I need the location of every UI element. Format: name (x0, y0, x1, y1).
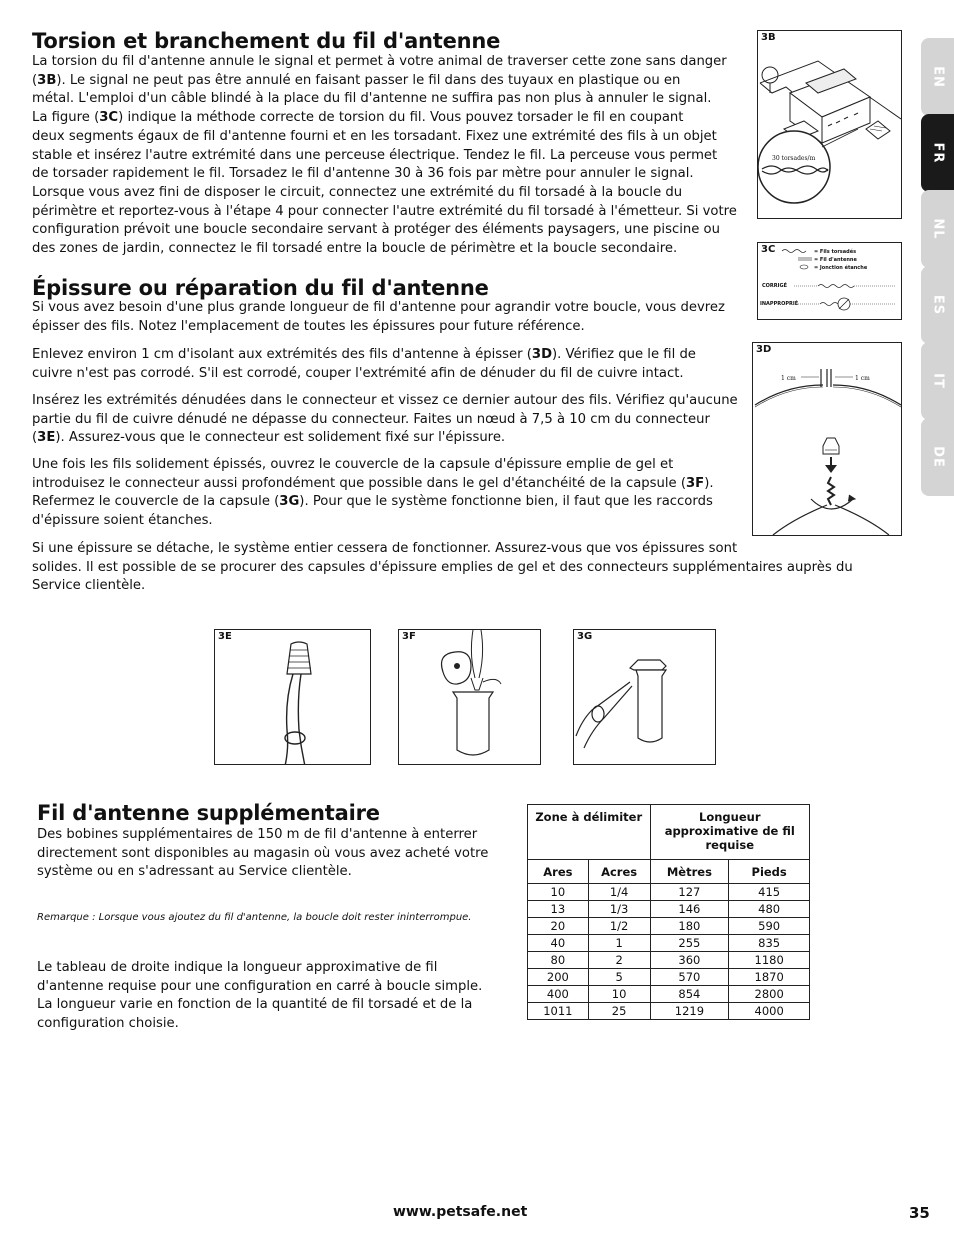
text-line: La torsion du fil d'antenne annule le signal et permet à votre animal de traverser cette zone sans danger (32, 54, 727, 69)
language-tab-label: EN (930, 66, 945, 88)
table-cell: 1011 (528, 1003, 589, 1020)
text-line: deux segments égaux de fil d'antenne fourni et en les torsadant. Fixez une extrémité des fils à un objet (32, 128, 717, 144)
table-cell: 415 (729, 884, 810, 901)
section-title-extra-wire: Fil d'antenne supplémentaire (37, 801, 380, 825)
text-line: introduisez le connecteur aussi profondément que possible dans le gel d'étanchéité de la capsule (3F). (32, 475, 714, 491)
text-line: Si vous avez besoin d'une plus grande longueur de fil d'antenne pour agrandir votre boucle, vous devrez (32, 300, 725, 315)
figure-3d-label: 3D (756, 344, 772, 355)
figure-reference: 3D (531, 347, 553, 362)
figure-3c-correct-label: CORRIGÉ (762, 283, 787, 289)
splicing-paragraph-3 (32, 392, 752, 448)
table-cell: 13 (528, 901, 589, 918)
table-cell: 1 (588, 935, 650, 952)
table-cell: 1870 (729, 969, 810, 986)
text-line: épisser des fils. Notez l'emplacement de toutes les épissures pour future référence. (32, 318, 585, 334)
text-line: Le tableau de droite indique la longueur approximative de fil (37, 960, 438, 975)
table-cell: 127 (650, 884, 729, 901)
table-cell: 1219 (650, 1003, 729, 1020)
figure-3b-drawing (758, 31, 902, 219)
section-title-twisting: Torsion et branchement du fil d'antenne (32, 29, 501, 53)
text-line: Insérez les extrémités dénudées dans le connecteur et vissez ce dernier autour des fils. Vérifiez qu'aucune (32, 393, 738, 408)
table-cell: 10 (528, 884, 589, 901)
figure-3c-wrong-label: INAPPROPRIÉ (760, 301, 799, 307)
text-line: (3E). Assurez-vous que le connecteur est solidement fixé sur l'épissure. (32, 430, 506, 446)
figure-3d-drawing (753, 343, 902, 536)
table-cell: 146 (650, 901, 729, 918)
text-line: périmètre et reportez-vous à l'étape 4 pour connecter l'autre extrémité du fil torsadé à l'émetteur. Si votre (32, 203, 737, 219)
extra-wire-intro (37, 826, 517, 882)
figure-3c-twist-method (757, 242, 902, 320)
page-number: 35 (909, 1204, 930, 1222)
figure-3d-strip-wires (752, 342, 902, 536)
table-cell: 40 (528, 935, 589, 952)
table-cell: 20 (528, 918, 589, 935)
table-row (528, 935, 810, 952)
text-line: solides. Il est possible de se procurer des capsules d'épissure emplies de gel et des connecteurs supplémentaires auprès du (32, 559, 853, 575)
figure-3e-knot (214, 629, 371, 765)
figure-3g-gel-capsule-closed (573, 629, 716, 765)
text-line: Des bobines supplémentaires de 150 m de fil d'antenne à enterrer (37, 827, 478, 842)
table-cell: 835 (729, 935, 810, 952)
figure-3e-drawing (215, 630, 371, 765)
text-line: d'antenne requise pour une configuration en carré à boucle simple. (37, 978, 483, 994)
language-tab-label: NL (930, 218, 945, 240)
table-cell: 10 (588, 986, 650, 1003)
table-cell: 80 (528, 952, 589, 969)
text-line: La figure (3C) indique la méthode correcte de torsion du fil. Vous pouvez torsader le fil en coupant (32, 110, 684, 126)
figure-3g-label: 3G (577, 631, 593, 642)
language-tab-label: DE (930, 446, 945, 468)
table-cell: 1/4 (588, 884, 650, 901)
text-line: Si une épissure se détache, le système entier cessera de fonctionner. Assurez-vous que vos épissures sont (32, 541, 738, 556)
text-line: La longueur varie en fonction de la quantité de fil torsadé et de la (37, 997, 473, 1013)
table-col-feet: Pieds (729, 860, 810, 884)
table-cell: 2800 (729, 986, 810, 1003)
table-cell: 25 (588, 1003, 650, 1020)
text-line: système ou en s'adressant au Service clientèle. (37, 864, 352, 880)
table-cell: 480 (729, 901, 810, 918)
table-row (528, 986, 810, 1003)
text-line: Une fois les fils solidement épissés, ouvrez le couvercle de la capsule d'épissure emplie de gel et (32, 457, 674, 472)
text-line: Refermez le couvercle de la capsule (3G). Pour que le système fonctionne bien, il faut que les raccords (32, 494, 713, 510)
language-tab-nl[interactable] (921, 190, 954, 268)
text-line: configuration prévoit une boucle secondaire servant à protéger des éléments paysagers, une piscine ou (32, 222, 720, 238)
language-tab-label: ES (930, 294, 945, 316)
figure-3f-drawing (399, 630, 541, 765)
figure-reference: 3F (686, 475, 705, 491)
figure-3c-legend-splice: = Jonction étanche (814, 265, 868, 271)
wire-length-table (527, 804, 810, 1020)
table-row (528, 918, 810, 935)
figure-3b-yard-diagram (757, 30, 902, 219)
figure-3c-label: 3C (761, 244, 776, 255)
text-line: (3B). Le signal ne peut pas être annulé en faisant passer le fil dans des tuyaux en plastique ou en (32, 72, 681, 88)
table-row (528, 969, 810, 986)
splicing-paragraph-1 (32, 299, 752, 336)
figure-3e-label: 3E (218, 631, 232, 642)
splicing-paragraph-4 (32, 456, 752, 531)
figure-3f-gel-capsule-insert (398, 629, 541, 765)
wire-length-table-body (528, 884, 810, 1020)
table-row (528, 901, 810, 918)
text-line: Lorsque vous avez fini de disposer le circuit, connectez une extrémité du fil torsadé à la boucle du (32, 184, 683, 200)
table-row (528, 1003, 810, 1020)
text-line: directement sont disponibles au magasin où vous avez acheté votre (37, 845, 489, 861)
table-row (528, 884, 810, 901)
figure-reference: 3B (37, 72, 57, 88)
figure-3d-left-measure: 1 cm (781, 375, 796, 382)
table-col-ares: Ares (528, 860, 589, 884)
language-tab-de[interactable] (921, 418, 954, 496)
text-line: Service clientèle. (32, 578, 146, 594)
table-cell: 570 (650, 969, 729, 986)
table-cell: 2 (588, 952, 650, 969)
table-cell: 180 (650, 918, 729, 935)
text-line: stable et insérez l'autre extrémité dans une perceuse électrique. Tendez le fil. La perceuse vous permet (32, 147, 718, 163)
table-row (528, 952, 810, 969)
section-title-splicing: Épissure ou réparation du fil d'antenne (32, 276, 489, 300)
figure-3c-legend-wire: = Fil d'antenne (814, 257, 857, 263)
text-line: d'épissure soient étanches. (32, 513, 213, 529)
table-col-metres: Mètres (650, 860, 729, 884)
extra-wire-outro (37, 959, 517, 1034)
language-tab-label: IT (930, 373, 945, 389)
table-cell: 5 (588, 969, 650, 986)
text-line: métal. L'emploi d'un câble blindé à la place du fil d'antenne ne suffira pas non plus à annuler le signal. (32, 91, 712, 107)
splicing-paragraph-2 (32, 346, 752, 383)
table-cell: 1/2 (588, 918, 650, 935)
language-tab-fr[interactable] (921, 114, 954, 192)
splicing-paragraph-5 (32, 540, 902, 596)
table-cell: 1180 (729, 952, 810, 969)
table-cell: 400 (528, 986, 589, 1003)
section-body-twisting (32, 53, 747, 259)
table-cell: 854 (650, 986, 729, 1003)
table-cell: 200 (528, 969, 589, 986)
language-tab-en[interactable] (921, 38, 954, 116)
figure-3b-label: 3B (761, 32, 776, 43)
table-group-header-area: Zone à délimiter (528, 805, 651, 860)
language-tab-label: FR (930, 142, 945, 164)
text-line: partie du fil de cuivre dénudé ne dépasse du connecteur. Faites un nœud à 7,5 à 10 cm du connecteur (32, 411, 710, 427)
table-group-header-length: Longueur approximative de fil requise (650, 805, 809, 860)
figure-3b-caption: 30 torsades/m (772, 155, 816, 162)
extra-wire-note: Remarque : Lorsque vous ajoutez du fil d'antenne, la boucle doit rester ininterrompue. (37, 912, 472, 923)
figure-3c-drawing (758, 243, 902, 320)
figure-3c-legend-twisted: = Fils torsadés (814, 249, 857, 255)
table-cell: 360 (650, 952, 729, 969)
figure-reference: 3G (279, 494, 300, 510)
figure-3f-label: 3F (402, 631, 416, 642)
table-cell: 4000 (729, 1003, 810, 1020)
language-tab-it[interactable] (921, 342, 954, 420)
text-line: Enlevez environ 1 cm d'isolant aux extrémités des fils d'antenne à épisser (3D). Vérifiez que le fil de (32, 347, 696, 362)
figure-3g-drawing (574, 630, 716, 765)
text-line: cuivre n'est pas corrodé. S'il est corrodé, couper l'extrémité afin de dénuder du fil de cuivre intact. (32, 365, 684, 381)
table-cell: 1/3 (588, 901, 650, 918)
figure-reference: 3C (99, 110, 119, 126)
table-cell: 590 (729, 918, 810, 935)
text-line: de torsader rapidement le fil. Torsadez le fil d'antenne 30 à 36 fois par mètre pour annuler le signal. (32, 166, 694, 182)
text-line: des zones de jardin, connectez le fil torsadé entre la boucle de périmètre et la boucle secondaire. (32, 241, 678, 257)
table-cell: 255 (650, 935, 729, 952)
figure-3d-right-measure: 1 cm (855, 375, 870, 382)
text-line: configuration choisie. (37, 1016, 179, 1032)
language-tab-es[interactable] (921, 266, 954, 344)
figure-reference: 3E (37, 430, 56, 446)
table-col-acres: Acres (588, 860, 650, 884)
footer-url: www.petsafe.net (393, 1204, 528, 1220)
